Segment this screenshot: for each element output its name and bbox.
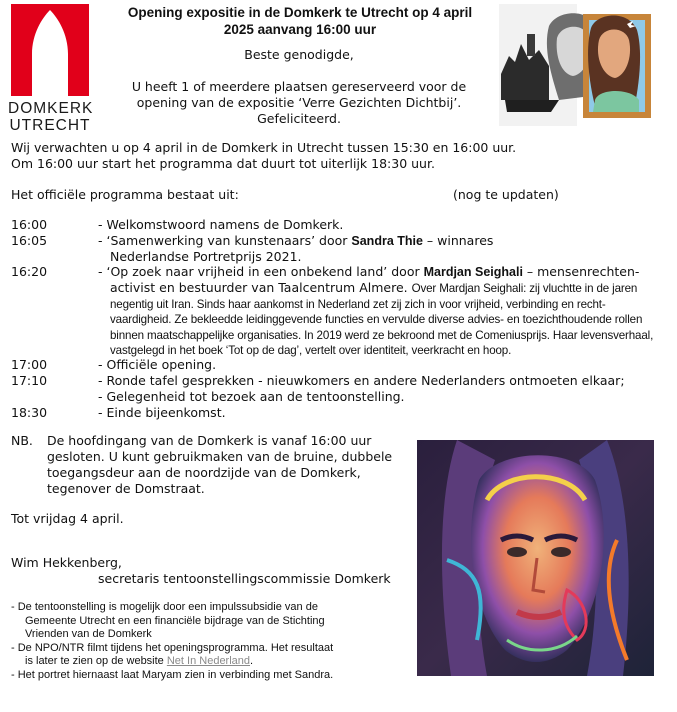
logo-text-line1: DOMKERK (8, 100, 94, 117)
reservation-line: U heeft 1 of meerdere plaatsen gereserveerd voor de (131, 79, 467, 94)
program-item: - Welkomstwoord namens de Domkerk. (98, 217, 344, 232)
footnote: - Het portret hiernaast laat Maryam zien in verbinding met Sandra. (11, 668, 334, 681)
reservation-line: Gefeliciteerd. (257, 111, 341, 126)
colorful-portrait-icon (417, 440, 654, 676)
program-item: - Officiële opening. (98, 357, 217, 372)
program-item: - Einde bijeenkomst. (98, 405, 226, 420)
footnote: - De NPO/NTR filmt tijdens het openingsprogramma. Het resultaat (11, 641, 334, 654)
program-time: 16:00 (11, 217, 48, 232)
speaker-bio: vastgelegd in het boek ‘Tot op de dag’, vertelt over identiteit, veerkracht en hoop. (110, 344, 512, 357)
greeting-block (104, 47, 494, 127)
domkerk-logo (8, 4, 94, 134)
program-time: 16:05 (11, 233, 48, 248)
signature-name: Wim Hekkenberg, (11, 555, 122, 570)
speaker-bio: negentig uit Iran. Sinds haar aankomst in Nederland zet zij zich in voor vrijheid, verbinding en recht- (110, 297, 606, 311)
closing-date: Tot vrijdag 4 april. (11, 511, 124, 526)
footnote: - De tentoonstelling is mogelijk door een impulssubsidie van de (11, 601, 318, 613)
program-note: (nog te updaten) (453, 187, 559, 202)
signature-role: secretaris tentoonstellingscommissie Domkerk (98, 571, 391, 586)
nb-note: De hoofdingang van de Domkerk is vanaf 16:00 uur gesloten. U kunt gebruikmaken van de bruine, dubbele toegangsdeur aan de noordzijde van de Domkerk, tegenover de Domstraat. (47, 433, 393, 496)
logo-text-line2: UTRECHT (9, 117, 91, 134)
nb-label: NB. (11, 433, 33, 448)
speaker-name: Mardjan Seighali (423, 265, 523, 279)
program-time: 17:00 (11, 357, 48, 372)
speaker-bio: binnen maatschappelijke organisaties. In 2019 werd ze bekroond met de Comeniusprijs. Haar levensverhaal, (110, 328, 654, 342)
program-item: - Ronde tafel gesprekken - nieuwkomers en andere Nederlanders ontmoeten elkaar; - Gelegenheid tot bezoek aan de tentoonstelling. (98, 373, 625, 404)
intro-line: Om 16:00 uur start het programma dat duurt tot uiterlijk 18:30 uur. (11, 156, 435, 171)
footnotes: - De tentoonstelling is mogelijk door een impulssubsidie van de Gemeente Utrecht en een financiële bijdrage van de Stichting Vrienden van de Domkerk - De NPO/NTR filmt tijdens het openingsprogramma. Het resultaat is later te zien op de website Net In Nederland. - Het portret hiernaast laat Maryam zien in verbinding met Sandra. (11, 601, 406, 682)
program-time: 16:20 (11, 264, 48, 279)
speaker-bio: Over Mardjan Seighali: zij vluchtte in de jaren (411, 282, 638, 295)
program-item: - ‘Samenwerking van kunstenaars’ door Sandra Thie – winnares Nederlandse Portretprijs 2021. (98, 233, 494, 264)
exhibition-illustration (499, 4, 659, 126)
program-time: 18:30 (11, 405, 48, 420)
page-title: Opening expositie in de Domkerk te Utrecht op 4 april 2025 aanvang 16:00 uur (127, 5, 473, 37)
program-heading: Het officiële programma bestaat uit: (11, 187, 239, 202)
program-item: - ‘Op zoek naar vrijheid in een onbekend land’ door Mardjan Seighali – mensenrechten- activist en bestuurder van Taalcentrum Almere. Over Mardjan Seighali: zij vluchtte in de jaren negentig uit Iran. Sinds haar aankomst in Nederland zet zij zich in voor vrijheid, verbinding en recht- vaardigheid. Ze bekleedde leidinggevende functies en vervulde diverse advies- en toezichthoudende rollen binnen maatschappelijke organisaties. In 2019 werd ze bekroond met de Comeniusprijs. Haar levensverhaal, vastgelegd in het boek ‘Tot op de dag’, vertelt over identiteit, veerkracht en hoop. (98, 264, 666, 359)
reservation-line: opening van de expositie ‘Verre Gezichten Dichtbij’. (136, 95, 462, 110)
net-in-nederland-link[interactable]: Net In Nederland (166, 655, 251, 667)
program-time: 17:10 (11, 373, 48, 388)
domkerk-arch-icon (8, 4, 92, 96)
portrait-painting (417, 440, 654, 676)
woman-portrait-illustration-icon (499, 4, 659, 126)
intro-line: Wij verwachten u op 4 april in de Domkerk in Utrecht tussen 15:30 en 16:00 uur. (11, 140, 517, 155)
speaker-name: Sandra Thie (351, 234, 423, 248)
greeting: Beste genodigde, (244, 47, 354, 62)
speaker-bio: vaardigheid. Ze bekleedde leidinggevende functies en vervulde diverse advies- en toezichthoudende rollen (110, 313, 643, 326)
